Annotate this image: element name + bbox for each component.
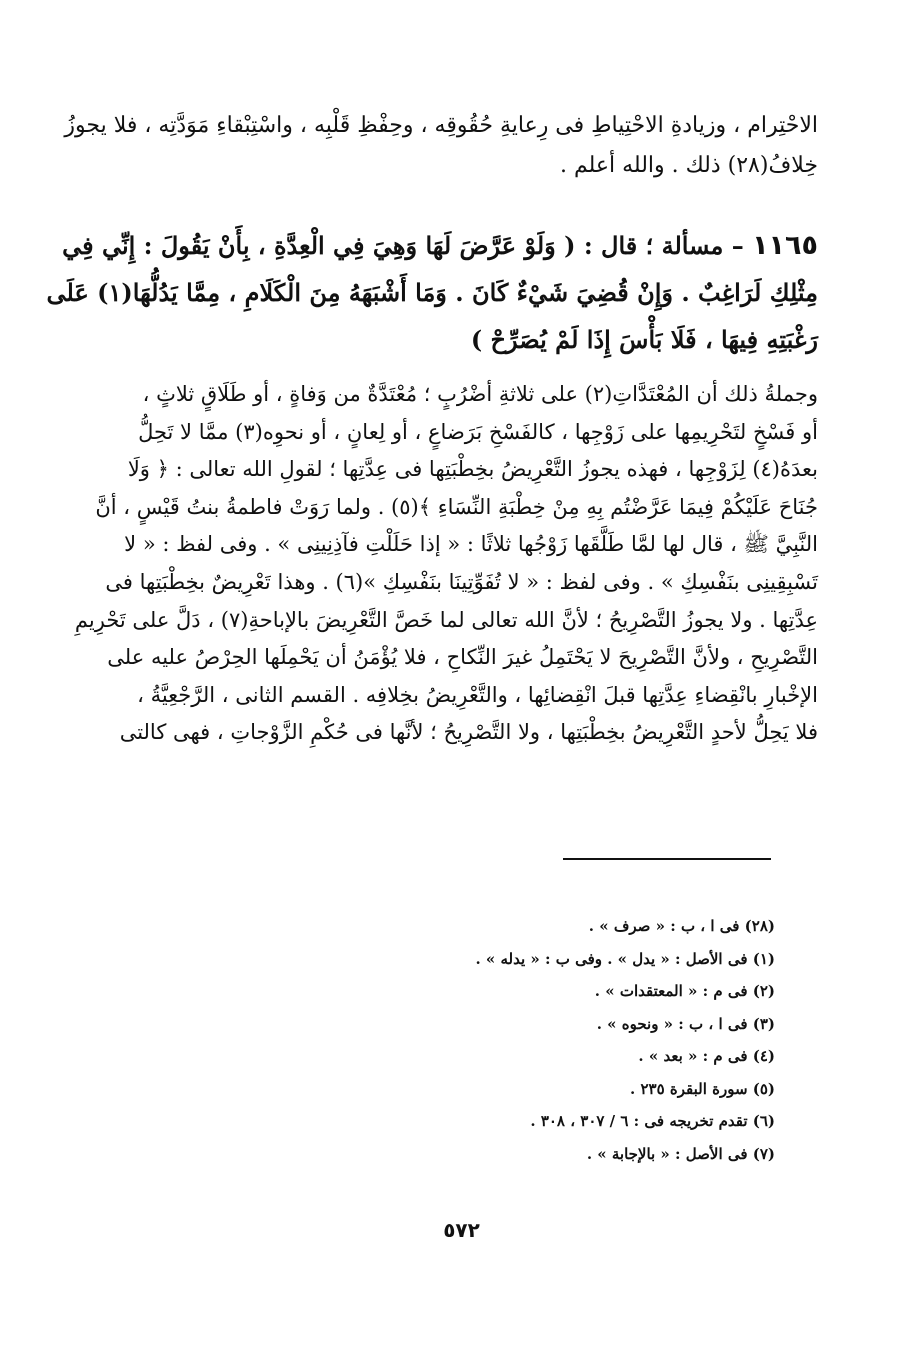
footnote-item: (٣) فى ا ، ب : « ونحوه » . — [596, 1014, 775, 1033]
masala-number: ١١٦٥ — [752, 230, 818, 261]
body-paragraph — [74, 376, 818, 752]
body-line: فلا يَحِلُّ لأحدٍ التَّعْرِيضُ بخِطْبَتِها ، ولا التَّصْرِيحُ ؛ لأنَّها فى حُكْمِ الزَّوْجاتِ ، فهى كالتى — [119, 720, 818, 745]
intro-line: الاحْتِرام ، وزيادةِ الاحْتِياطِ فى رِعايةِ حُقُوقِه ، وحِفْظِ قَلْبِه ، واسْتِبْقاءِ مَوَدَّتِه ، فلا يجوزُ — [64, 113, 818, 138]
page-number: ٥٧٢ — [443, 1218, 480, 1242]
masala-line: مِثْلِكِ لَرَاغِبٌ . وَإِنْ قُضِيَ شَيْءٌ كَانَ . وَمَا أَشْبَهَهُ مِنَ الْكَلَامِ ، مِمَّا يَدُلُّهَا(١) عَلَى — [46, 278, 818, 307]
body-line: أو فَسْخٍ لتَحْرِيمِها على زَوْجِها ، كالفَسْخِ بَرَضاعٍ ، أو لِعانٍ ، أو نحوِه(٣) ممَّا لا تَحِلُّ — [138, 419, 818, 444]
footnote-item: (٤) فى م : « بعد » . — [638, 1047, 775, 1065]
body-line: الإخْبارِ بانْقِضاءِ عِدَّتِها قبلَ انْقِضائِها ، والتَّعْرِيضُ بخِلافِه . القسم الثانى ، الرَّجْعِيَّةُ ، — [137, 682, 818, 707]
footnote-item: (٢) فى م : « المعتقدات » . — [594, 982, 775, 1000]
footnote-item: (٢٨) فى ا ، ب : « صرف » . — [588, 917, 775, 935]
footnote-item: (٧) فى الأصل : « بالإجابة » . — [586, 1144, 775, 1163]
footnotes — [275, 910, 775, 1170]
body-line: عِدَّتِها . ولا يجوزُ التَّصْرِيحُ ؛ لأنَّ الله تعالى لما خَصَّ التَّعْرِيضَ بالإباحةِ(٧) ، دَلَّ على تَحْرِيمِ — [74, 607, 818, 632]
masala-heading — [46, 222, 818, 363]
masala-line-text: – مسألة ؛ قال : ( وَلَوْ عَرَّضَ لَهَا وَهِيَ فِي الْعِدَّةِ ، بِأَنْ يَقُولَ : إِنِّي فِي — [62, 231, 744, 260]
masala-line: رَغْبَتِهِ فِيهَا ، فَلَا بَأْسَ إِذَا لَمْ يُصَرِّحْ ) — [470, 325, 818, 354]
body-line: التَّصْرِيحِ ، ولأنَّ التَّصْرِيحَ لا يَحْتَمِلُ غيرَ النِّكاحِ ، فلا يُؤْمَنُ أن يَحْمِلَها الحِرْصُ عليه على — [107, 645, 818, 670]
body-line: وجملةُ ذلك أن المُعْتَدَّاتِ(٢) على ثلاثةِ أضْرُبٍ ؛ مُعْتَدَّةٌ من وَفاةٍ ، أو طَلَاقٍ ثلاثٍ ، — [142, 382, 818, 406]
body-line: جُنَاحَ عَلَيْكُمْ فِيمَا عَرَّضْتُم بِهِ مِنْ خِطْبَةِ النِّسَاءِ ﴾(٥) . ولما رَوَتْ فاطمةُ بنتُ قَيْسٍ ، أنَّ — [95, 494, 818, 519]
intro-line: خِلافُ(٢٨) ذلك . والله أعلم . — [559, 153, 818, 178]
masala-line — [62, 222, 818, 269]
footnote-item: (١) فى الأصل : « يدل » . وفى ب : « يدله » . — [475, 949, 775, 968]
body-line: النَّبِيَّ ﷺ ، قال لها لمَّا طَلَّقَها زَوْجُها ثلاثًا : « إذا حَلَلْتِ فآذِنِينِى » . وفى لفظ : « لا — [124, 532, 818, 557]
footnote-divider — [563, 858, 771, 860]
intro-paragraph — [64, 106, 818, 186]
body-line: تَسْبِقِينِى بنَفْسِكِ » . وفى لفظ : « لا تُفَوِّتِينَا بنَفْسِكِ »(٦) . وهذا تَعْرِيضٌ بخِطْبَتِها فى — [105, 569, 818, 594]
footnote-item: (٥) سورة البقرة ٢٣٥ . — [630, 1079, 775, 1098]
body-line: بعدَهُ(٤) لِزَوْجِها ، فهذه يجوزُ التَّعْرِيضُ بخِطْبَتِها فى عِدَّتِها ؛ لقولِ الله تعالى : ﴿ وَلَا — [127, 457, 818, 482]
footnote-item: (٦) تقدم تخريجه فى : ٦ / ٣٠٧ ، ٣٠٨ . — [530, 1112, 775, 1130]
